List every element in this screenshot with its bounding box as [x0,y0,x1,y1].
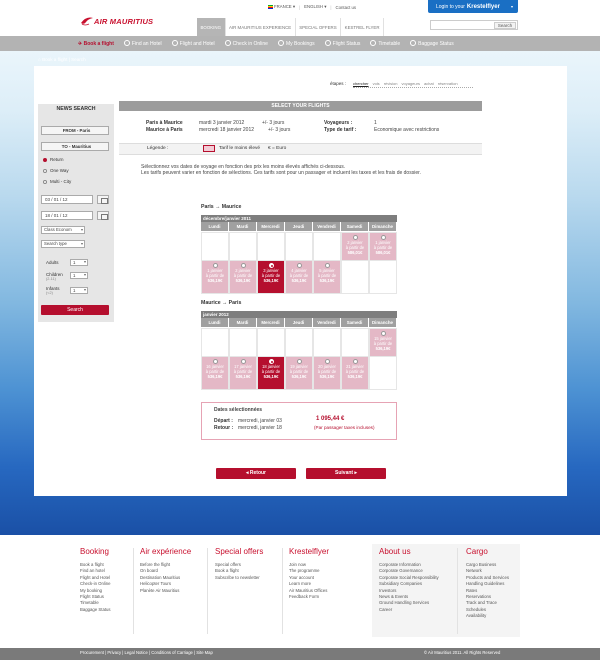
radio-icon [241,263,246,268]
fare-price: 536,19€ [375,345,391,351]
footer-link[interactable]: Baggage Status [80,606,111,612]
legend-bar [119,143,482,155]
footer-col-title[interactable]: Cargo [466,547,488,556]
footer-link[interactable]: Book a flight [80,562,104,567]
fare-text: 3 janvier [263,268,279,273]
fare-text: à partir de [373,340,393,346]
children-label: Children (2-11) [46,272,63,281]
date-out: mardi 3 janvier 2012 [199,120,245,126]
baggage-icon [410,40,416,46]
retour-label: Retour : [214,425,234,431]
calendar-cell-fare[interactable] [201,356,229,390]
fare-text: à partir de [345,368,365,374]
footer-link[interactable]: Reservations [466,594,492,600]
day-header: Lundi [201,222,229,231]
fare-text: 16 janvier [206,364,224,369]
footer-link[interactable]: My booking [80,587,102,593]
step-vols: vols [372,81,380,86]
trip-oneway-radio[interactable]: One Way [43,168,69,173]
fare-text: à partir de [261,368,281,374]
fare-price: 536,19€ [319,277,335,283]
footer-link[interactable]: Subsidiary Companies [379,581,422,587]
footer-divider [133,548,134,634]
day-header: Vendredi [313,318,341,327]
footer-link[interactable]: Rates [466,587,478,593]
footer-col [466,547,509,620]
hotel-icon [124,40,130,46]
children-select[interactable]: 1 ▾ [70,272,88,279]
footer-col-title[interactable]: Booking [80,547,109,556]
footer-link[interactable]: Products and Services [466,574,509,580]
booking-steps [353,81,458,86]
footer-link[interactable]: The programme [289,568,320,574]
footer-link[interactable]: Ground Handling Services [379,600,430,606]
paille-en-queue-logo-icon [80,15,94,27]
infants-label: Infants (<2) [46,286,60,295]
calendar-cell-fare[interactable] [229,260,257,294]
adults-select[interactable]: 1 ▾ [70,259,88,266]
subnav-flight-status[interactable]: Flight Status [325,40,361,47]
calendar-cell-fare[interactable] [201,260,229,294]
calendar-cell-fare[interactable] [285,356,313,390]
site-search-input[interactable] [430,20,518,30]
radio-icon [381,235,386,240]
footer-col [379,547,439,613]
calendar-icon[interactable] [97,211,109,220]
fare-text: 2 janvier [235,268,251,273]
tarif-label: Type de tarif : [324,127,357,133]
radio-icon [241,359,246,364]
fare-text: 19 janvier [290,364,308,369]
infants-select[interactable]: 1 ▾ [70,287,88,294]
radio-icon [213,263,218,268]
class-select[interactable]: Class Econom ▾ [41,226,85,234]
footer-link[interactable]: Track and Trace [466,600,497,606]
calendar-icon[interactable] [97,195,109,204]
calendar-cell-empty [341,260,369,294]
footer-link[interactable]: Investors [379,587,397,593]
sidebar-search-button[interactable]: Search [41,305,109,315]
footer-link[interactable]: Schedules [466,606,487,612]
radio-icon [43,180,47,184]
fare-price: 536,19€ [319,373,335,379]
trip-return-radio[interactable]: Return [43,157,64,162]
footer-link[interactable]: Cargo Business [466,562,497,567]
steps-progress-line [353,87,473,90]
inbound-title: Maurice → Paris [201,300,242,306]
calendar-cell-empty [369,260,397,294]
language-selector[interactable]: ENGLISH ▾ [304,4,327,9]
footer-link[interactable]: Destination Mauritius [140,574,181,580]
legend-currency: € = Euro [268,146,287,151]
kestrelflyer-login-button[interactable]: Login to your Krestelflyer ▾ [428,0,518,13]
check-in-icon [225,40,231,46]
day-header: Jeudi [285,222,313,231]
search-type-select[interactable]: Search type ▾ [41,240,85,248]
radio-icon [213,359,218,364]
top-links: FRANCE ▾ | ENGLISH ▾ | Contact us [268,3,356,11]
breadcrumb[interactable]: ⌂ Book a flight | Search [38,57,86,62]
day-header: Dimanche [369,318,397,327]
radio-icon [353,235,358,240]
footer-link[interactable]: Flight Status [80,594,104,600]
back-button[interactable]: ◂ Retour [216,468,296,479]
radio-icon [325,263,330,268]
fare-text: à partir de [289,272,309,278]
step-achat: achat [423,81,434,86]
plane-icon: ✈ [78,40,84,47]
radio-icon [297,263,302,268]
footer-link[interactable]: Subscribe to newsletter [215,574,260,580]
footer-link[interactable]: On board [140,568,158,574]
fare-text: 2 janvier [347,240,363,245]
radio-icon [353,359,358,364]
main-nav [197,18,384,36]
fare-text: 21 janvier [346,364,364,369]
site-search-button[interactable]: Search [494,22,516,29]
contact-us-link[interactable]: Contact us [335,4,357,10]
radio-icon [325,359,330,364]
subnav-find-hotel[interactable]: Find an Hotel [124,40,162,47]
radio-selected-icon [43,158,47,162]
date-back: mercredi 18 janvier 2012 [199,127,255,133]
fare-price: 536,19€ [235,373,251,379]
subnav-my-bookings[interactable]: My Bookings [278,40,315,47]
step-revision: révision [383,81,398,86]
steps-label: étapes : [330,81,347,86]
fare-price: 586,01€ [375,249,391,255]
legend-low-fare-swatch [203,145,215,152]
footer-link[interactable]: Flight and Hotel [80,574,111,580]
voyageurs-value: 1 [374,120,377,126]
subnav-flight-hotel[interactable]: Flight and Hotel [172,40,215,47]
day-header: Lundi [201,318,229,327]
fare-text: 18 janvier [262,364,280,369]
fare-text: à partir de [205,368,225,374]
fare-text: 4 janvier [291,268,307,273]
day-header: Samedi [341,318,369,327]
fare-price: 536,19€ [347,373,363,379]
subnav-timetable[interactable]: Timetable [370,40,400,47]
return-date-input[interactable]: 18 / 01 / 12 [41,211,93,220]
footer-link[interactable]: Learn more [289,581,311,587]
footer-divider [282,548,283,634]
fare-text: 1 janvier [375,240,391,245]
step-reservation: réservation [437,81,458,86]
fare-price: 536,19€ [207,277,223,283]
footer-link[interactable]: Availability [466,613,487,619]
footer-link[interactable]: Feedback Form [289,594,320,600]
footer-col [215,547,263,581]
fare-text: à partir de [317,272,337,278]
copyright: © Air Mauritius 2011. All Rights Reserved [424,650,501,655]
fare-text: à partir de [233,368,253,374]
footer-link[interactable]: Career [379,606,393,612]
sidebar-title: NEWS SEARCH [56,106,96,112]
calendar-cell-fare[interactable] [341,356,369,390]
footer-link[interactable]: Before the flight [140,562,171,567]
fare-price: 536,19€ [291,277,307,283]
day-header: Mercredi [257,222,285,231]
footer-link[interactable]: News & Events [379,594,409,600]
footer-link[interactable]: Check-in Online [80,581,111,587]
footer-link[interactable]: Handling Guidelines [466,581,505,587]
fare-text: à partir de [345,244,365,250]
total-note: (Par passager taxes incluses) [314,425,375,430]
logo-text: AIR MAURITIUS [94,17,154,26]
radio-selected-icon [269,263,274,268]
footer-link[interactable]: Timetable [80,600,99,606]
home-icon: ⌂ [38,57,43,62]
main-nav-kestrel-flyer[interactable]: KESTREL FLYER [341,18,384,36]
day-header: Vendredi [313,222,341,231]
main-nav-experience[interactable]: AIR MAURITIUS EXPERIENCE [226,18,296,36]
subnav-book-a-flight[interactable]: ✈ Book a flight [78,40,114,47]
footer-link[interactable]: Corporate Information [379,562,421,567]
radio-icon [43,169,47,173]
from-field[interactable]: FROM - Paris [41,126,109,135]
flex-back: +/- 3 jours [268,127,291,133]
footer-link[interactable]: Your account [289,574,314,580]
depart-label: Départ : [214,418,233,424]
fare-text: à partir de [373,244,393,250]
adults-label: Adults [46,260,59,265]
day-header: Dimanche [369,222,397,231]
legend-low-fare: Tarif le moins élevé [219,146,261,151]
footer-col-title[interactable]: Air expérience [140,547,192,556]
footer-col [140,547,191,594]
legend-label: Légende : [147,146,169,151]
bookings-icon [278,40,284,46]
calendar-cell-fare[interactable] [229,356,257,390]
footer-col-title[interactable]: Special offers [215,547,264,556]
footer-col [80,547,111,613]
tarif-value: Economique avec restrictions [374,127,440,133]
day-header: Mercredi [257,318,285,327]
selected-dates-title: Dates sélectionnées [214,407,263,413]
fare-price: 536,19€ [291,373,307,379]
chevron-down-icon: ▾ [510,4,513,9]
trip-multicity-radio[interactable]: Multi - City [43,179,71,184]
france-flag-icon [268,5,273,9]
country-selector[interactable]: FRANCE ▾ [268,4,295,10]
footer-link[interactable]: Helicopter Tours [140,581,171,587]
subnav [78,36,454,51]
footer-col-title[interactable]: Krestelflyer [289,547,330,556]
fare-text: à partir de [289,368,309,374]
air-mauritius-logo[interactable] [80,15,152,27]
subnav-check-in[interactable]: Check in Online [225,40,268,47]
radio-selected-icon [269,359,274,364]
fare-text: 17 janvier [234,364,252,369]
flex-out: +/- 3 jours [262,120,285,126]
route-out: Paris à Maurice [146,120,183,126]
depart-value: mercredi, janvier 03 [238,418,282,424]
fare-price: 536,19€ [235,277,251,283]
flight-hotel-icon [172,40,178,46]
route-back: Maurice à Paris [146,127,183,133]
next-button[interactable]: Suivant ▸ [306,468,386,479]
outbound-title: Paris → Maurice [201,204,242,210]
instructions: Sélectionnez vos dates de voyage en fonction des prix les moins élevés affichés ci-dessous. Les tarifs peuvent varier en fonction de sélections. Ces tarifs sont pour un passager et incluent les taxes et les frais de dossier. [141,164,421,177]
footer-link[interactable]: Planète Air Mauritius [140,587,180,593]
main-nav-booking[interactable]: BOOKING [197,18,226,36]
calendar-cell-selected[interactable] [257,260,285,294]
footer-col-title[interactable]: About us [379,547,411,556]
footer-divider [457,548,458,634]
calendar-cell-fare[interactable] [285,260,313,294]
departure-date-input[interactable]: 03 / 01 / 12 [41,195,93,204]
footer-link[interactable]: Network [466,568,482,574]
timetable-icon [370,40,376,46]
footer-link[interactable]: Book a flight [215,568,239,574]
day-header: Jeudi [285,318,313,327]
footer-divider [207,548,208,634]
fare-text: 1 janvier [207,268,223,273]
footer-link[interactable]: Corporate Governance [379,568,423,574]
footer-link[interactable]: Find an hotel [80,568,105,574]
fare-text: à partir de [261,272,281,278]
radio-icon [297,359,302,364]
fare-price: 536,19€ [263,373,279,379]
fare-price: 536,19€ [263,277,279,283]
subnav-baggage-status[interactable]: Baggage Status [410,40,454,47]
voyageurs-label: Voyageurs : [324,120,353,126]
footer-link[interactable]: Special offers [215,562,241,567]
fare-text: à partir de [233,272,253,278]
legal-links[interactable]: Procurement | Privacy | Legal Notice | Conditions of Carriage | Site Map [80,650,213,655]
fare-text: 5 janvier [319,268,335,273]
step-chercher: chercher [353,81,369,86]
main-nav-special-offers[interactable]: SPECIAL OFFERS [296,18,341,36]
footer-link[interactable]: Join now [289,562,306,567]
footer-link[interactable]: Air Mauritius Offices [289,587,328,593]
flight-status-icon [325,40,331,46]
inbound-month: janvier 2012 [201,311,397,318]
fare-text: 15 janvier [374,336,392,341]
day-header: Samedi [341,222,369,231]
footer-link[interactable]: Corporate Social Responsibility [379,574,439,580]
fare-text: à partir de [205,272,225,278]
total-price: 1 095,44 € [316,416,345,422]
radio-icon [381,331,386,336]
footer-col [289,547,329,600]
fare-text: 20 janvier [318,364,336,369]
fare-text: à partir de [317,368,337,374]
fare-price: 586,01€ [347,249,363,255]
day-header: Mardi [229,318,257,327]
retour-value: mercredi, janvier 18 [238,425,282,431]
to-field[interactable]: TO - Mauritius [41,142,109,151]
calendar-cell-fare[interactable] [313,356,341,390]
day-header: Mardi [229,222,257,231]
step-voyageurs: voyageurs [401,81,420,86]
fare-price: 536,19€ [207,373,223,379]
calendar-cell-fare[interactable] [313,260,341,294]
outbound-month: décembre/janvier 2011 [201,215,397,222]
select-flights-banner: SELECT YOUR FLIGHTS [119,101,482,111]
calendar-cell-selected[interactable] [257,356,285,390]
calendar-cell-empty [369,356,397,390]
